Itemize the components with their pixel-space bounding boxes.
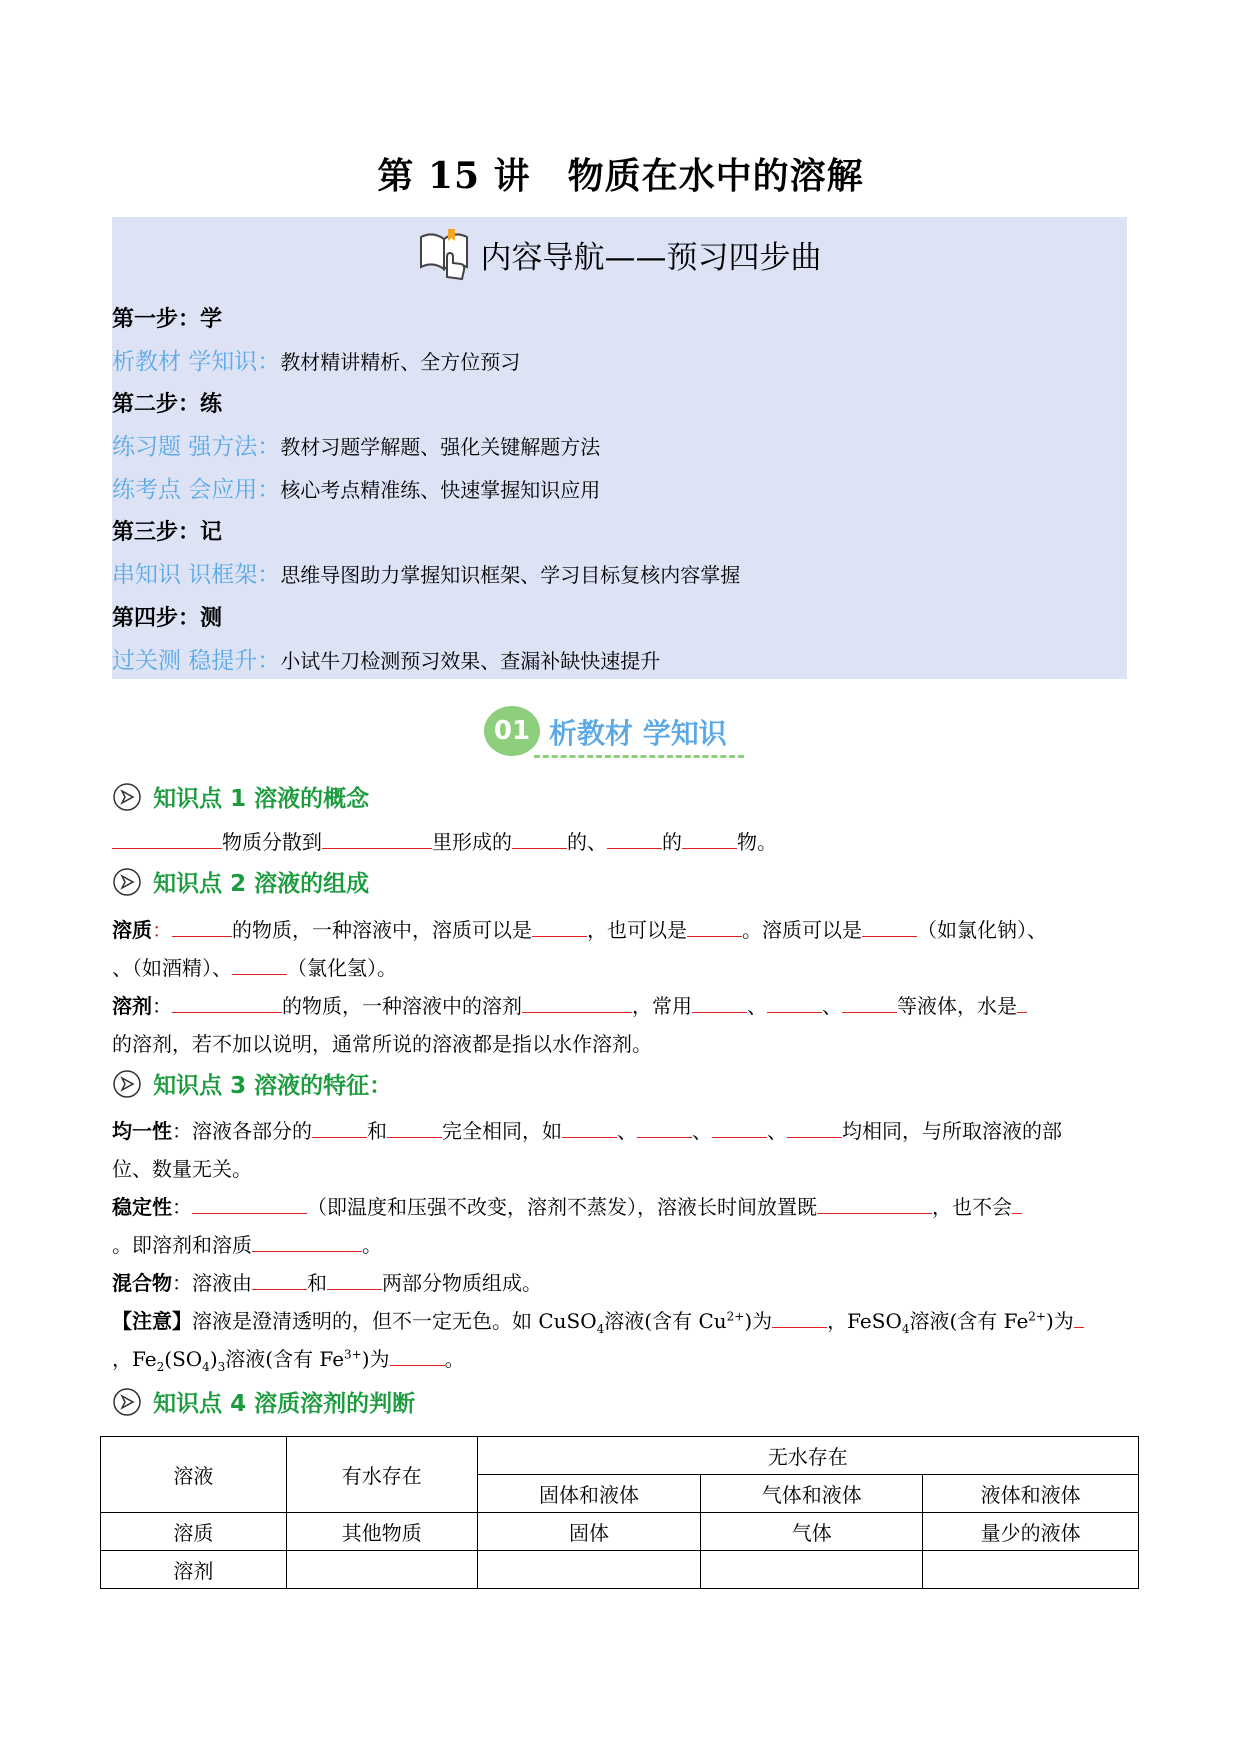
- blank[interactable]: [637, 1117, 692, 1138]
- kp3-uniformity-line2: 位、数量无关。: [112, 1157, 252, 1181]
- blank[interactable]: [532, 916, 587, 937]
- knowledge-point-3-heading: 知识点 3 溶液的特征：: [112, 1067, 392, 1101]
- book-hand-icon: [417, 227, 473, 281]
- kp3-mixture-line: 混合物：溶液由 和 两部分物质组成。: [112, 1271, 542, 1295]
- blank[interactable]: [862, 916, 917, 937]
- kp3-note-line1: 【注意】溶液是澄清透明的，但不一定无色。如 CuSO$_4$溶液(含有 $Cu^{2+}$)为 ，FeSO$_4$溶液(含有 $Fe^{2+}$)为: [112, 1305, 1084, 1336]
- kp3-stability-line2: 。即溶剂和溶质 。: [112, 1233, 382, 1257]
- header-liquid-liquid: 液体和液体: [923, 1475, 1139, 1513]
- blank[interactable]: [842, 992, 897, 1013]
- nav-title: 内容导航——预习四步曲: [480, 239, 822, 276]
- cell-solute-gas-liquid: 气体: [701, 1513, 923, 1551]
- cell-solute-solid-liquid: 固体: [477, 1513, 701, 1551]
- blank[interactable]: [312, 1117, 367, 1138]
- blank[interactable]: [512, 828, 567, 849]
- blank[interactable]: [607, 828, 662, 849]
- header-solution: 溶液: [101, 1437, 287, 1513]
- blank[interactable]: [712, 1117, 767, 1138]
- cell-solvent-liquid-liquid[interactable]: [923, 1551, 1139, 1589]
- blank[interactable]: [682, 828, 737, 849]
- blank[interactable]: [817, 1193, 932, 1214]
- section-label: 析教材 学知识: [549, 717, 727, 750]
- knowledge-point-2-heading: 知识点 2 溶液的组成: [112, 865, 369, 899]
- blank[interactable]: [322, 828, 432, 849]
- nav-item-2: 练习题 强方法：教材习题学解题、强化关键解题方法: [112, 434, 601, 460]
- section-number: 01: [484, 706, 540, 756]
- knowledge-point-1-heading: 知识点 1 溶液的概念: [112, 780, 369, 814]
- blank[interactable]: [562, 1117, 617, 1138]
- nav-item-1: 析教材 学知识：教材精讲精析、全方位预习: [112, 349, 521, 375]
- blank[interactable]: [112, 828, 222, 849]
- row-solvent-label: 溶剂: [101, 1551, 287, 1589]
- cell-solvent-gas-liquid[interactable]: [701, 1551, 923, 1589]
- blank[interactable]: [772, 1307, 827, 1328]
- header-without-water: 无水存在: [477, 1437, 1138, 1475]
- nav-item-5: 过关测 稳提升：小试牛刀检测预习效果、查漏补缺快速提升: [112, 648, 661, 674]
- kp3-note-line2: ，$Fe_2(SO_4)_3$溶液(含有 $Fe^{3+}$)为 。: [112, 1347, 465, 1374]
- blank[interactable]: [232, 954, 287, 975]
- header-with-water: 有水存在: [286, 1437, 477, 1513]
- solute-solvent-table: [100, 1436, 1139, 1589]
- knowledge-point-4-heading: 知识点 4 溶质溶剂的判断: [112, 1385, 415, 1419]
- nav-step2: 第二步：练: [112, 392, 223, 417]
- blank[interactable]: [252, 1231, 362, 1252]
- header-gas-liquid: 气体和液体: [701, 1475, 923, 1513]
- kp2-solute-line1: 溶质： 的物质，一种溶液中，溶质可以是 ，也可以是 。溶质可以是 （如氯化钠）、: [112, 918, 1047, 942]
- nav-header: [112, 227, 1127, 277]
- blank[interactable]: [1012, 1193, 1022, 1214]
- kp2-solvent-line2: 的溶剂，若不加以说明，通常所说的溶液都是指以水作溶剂。: [112, 1032, 652, 1056]
- header-solid-liquid: 固体和液体: [477, 1475, 701, 1513]
- nav-item-4: 串知识 识框架：思维导图助力掌握知识框架、学习目标复核内容掌握: [112, 562, 741, 588]
- nav-step4: 第四步：测: [112, 606, 223, 631]
- kp1-sentence: 物质分散到 里形成的 的、 的 物。: [112, 826, 777, 855]
- kp3-uniformity-line1: 均一性：溶液各部分的 和 完全相同，如 、 、 、 均相同，与所取溶液的部: [112, 1119, 1062, 1143]
- blank[interactable]: [390, 1345, 445, 1366]
- nav-step3: 第三步：记: [112, 520, 223, 545]
- blank[interactable]: [387, 1117, 442, 1138]
- section-badge: [484, 706, 784, 756]
- blank[interactable]: [327, 1269, 382, 1290]
- blank[interactable]: [787, 1117, 842, 1138]
- kp2-solvent-line1: 溶剂： 的物质，一种溶液中的溶剂 ，常用 、 、 等液体，水是: [112, 990, 1027, 1019]
- nav-item-3: 练考点 会应用：核心考点精准练、快速掌握知识应用: [112, 477, 601, 503]
- blank[interactable]: [1074, 1307, 1084, 1328]
- arrow-circle-icon: [112, 867, 142, 897]
- row-solute-label: 溶质: [101, 1513, 287, 1551]
- page-title: 第 15 讲 物质在水中的溶解: [377, 155, 864, 197]
- kp3-stability-line1: 稳定性： （即温度和压强不改变，溶剂不蒸发），溶液长时间放置既 ，也不会: [112, 1191, 1022, 1220]
- content-navigation-box: [112, 217, 1127, 679]
- blank[interactable]: [252, 1269, 307, 1290]
- kp2-solute-line2: 、（如酒精）、 （氯化氢）。: [112, 956, 397, 980]
- cell-solute-liquid-liquid: 量少的液体: [923, 1513, 1139, 1551]
- blank[interactable]: [522, 992, 632, 1013]
- blank[interactable]: [767, 992, 822, 1013]
- cell-solute-water: 其他物质: [286, 1513, 477, 1551]
- cell-solvent-solid-liquid[interactable]: [477, 1551, 701, 1589]
- arrow-circle-icon: [112, 782, 142, 812]
- blank[interactable]: [192, 1193, 307, 1214]
- blank[interactable]: [172, 992, 282, 1013]
- arrow-circle-icon: [112, 1069, 142, 1099]
- blank[interactable]: [1017, 992, 1027, 1013]
- nav-step1: 第一步：学: [112, 307, 223, 332]
- cell-solvent-water[interactable]: [286, 1551, 477, 1589]
- blank[interactable]: [692, 992, 747, 1013]
- blank[interactable]: [172, 916, 232, 937]
- arrow-circle-icon: [112, 1387, 142, 1417]
- section-underline: [534, 755, 744, 758]
- blank[interactable]: [687, 916, 742, 937]
